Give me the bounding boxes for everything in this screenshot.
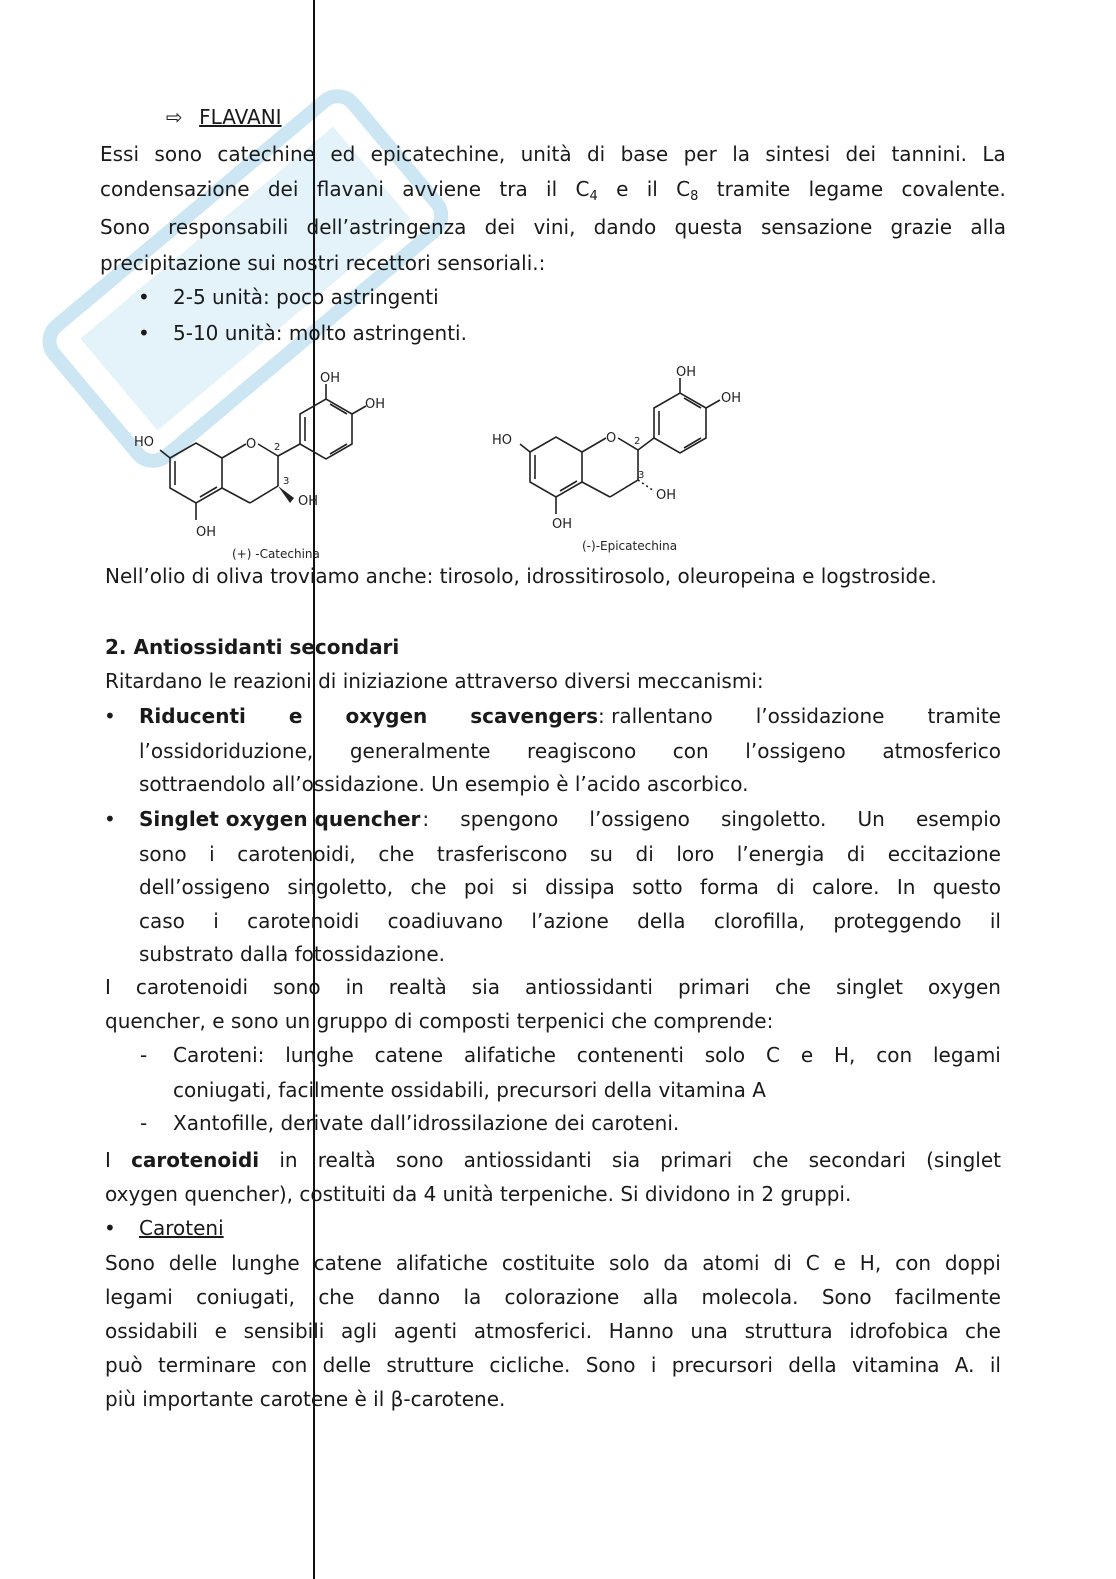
dash1-line2: coniugati, facilmente ossidabili, precursori della vitamina A (173, 1078, 766, 1102)
svg-text:OH: OH (365, 397, 386, 412)
svg-text:2: 2 (274, 442, 281, 453)
para-c-line4: può terminare con delle strutture cicliche. Sono i precursori della vitamina A. il (105, 1353, 1001, 1377)
para-b-line2: oxygen quencher), costituiti da 4 unità terpeniche. Si dividono in 2 gruppi. (105, 1182, 852, 1206)
catechina-structure (128, 362, 398, 571)
bullet-icon: • (104, 807, 116, 831)
para-c-line2: legami coniugati, che danno la colorazione alla molecola. Sono facilmente (105, 1285, 1001, 1309)
item2-line5: substrato dalla fotossidazione. (139, 942, 445, 966)
bullet-icon: • (138, 321, 150, 345)
para-b-line1: I carotenoidi in realtà sono antiossidanti sia primari che secondari (singlet (105, 1148, 1001, 1172)
dash-icon: - (140, 1043, 148, 1067)
para1-line4: precipitazione sui nostri recettori sensoriali.: (100, 251, 546, 275)
bullet-icon: • (138, 285, 150, 309)
item2-line2: sono i carotenoidi, che trasferiscono su di loro l’energia di eccitazione (139, 842, 1001, 866)
svg-text:OH: OH (656, 488, 677, 503)
svg-text:3: 3 (283, 476, 290, 487)
svg-text:HO: HO (134, 435, 155, 450)
svg-text:HO: HO (492, 433, 513, 448)
svg-text:O: O (246, 437, 257, 452)
item2-line1: Singlet oxygen quencher : spengono l’ossigeno singoletto. Un esempio (139, 807, 1001, 831)
svg-text:OH: OH (298, 494, 319, 509)
para1-line1: Essi sono catechine ed epicatechine, unità di base per la sintesi dei tannini. La (100, 142, 1006, 166)
caroteni-heading: Caroteni (139, 1216, 224, 1240)
item2-line4: caso i carotenoidi coadiuvano l’azione della clorofilla, proteggendo il (139, 909, 1001, 933)
section-title: 2. Antiossidanti secondari (105, 635, 400, 659)
para-c-line3: ossidabili e sensibili agli agenti atmosferici. Hanno una struttura idrofobica che (105, 1319, 1001, 1343)
olio-line: Nell’olio di oliva troviamo anche: tirosolo, idrossitirosolo, oleuropeina e logstroside. (105, 564, 937, 588)
item2-line3: dell’ossigeno singoletto, che poi si dissipa sotto forma di calore. In questo (139, 875, 1001, 899)
dash2-line: Xantofille, derivate dall’idrossilazione dei caroteni. (173, 1111, 680, 1135)
svg-text:O: O (606, 431, 617, 446)
item1-line3: sottraendolo all’ossidazione. Un esempio è l’acido ascorbico. (139, 772, 749, 796)
list-item: 5-10 unità: molto astringenti. (173, 321, 467, 345)
section-intro: Ritardano le reazioni di iniziazione attraverso diversi meccanismi: (105, 669, 764, 693)
bullet-icon: • (104, 1216, 116, 1240)
svg-text:(+) -Catechina: (+) -Catechina (232, 547, 320, 561)
svg-text:OH: OH (320, 371, 341, 386)
list-item: 2-5 unità: poco astringenti (173, 285, 439, 309)
svg-text:(-)-Epicatechina: (-)-Epicatechina (582, 539, 678, 553)
svg-text:OH: OH (676, 365, 697, 380)
bullet-icon: • (104, 704, 116, 728)
para-c-line5: più importante carotene è il β-carotene. (105, 1387, 506, 1411)
para1-line2: condensazione dei flavani avviene tra il $C_4$ e il $C_8$ tramite legame covalente. (100, 177, 1006, 204)
svg-text:2: 2 (634, 436, 641, 447)
dash1-line1: Caroteni: lunghe catene alifatiche contenenti solo C e H, con legami (173, 1043, 1001, 1067)
para-a-line1: I carotenoidi sono in realtà sia antiossidanti primari che singlet oxygen (105, 975, 1001, 999)
svg-text:OH: OH (196, 525, 217, 540)
arrow-icon: ⇨ (166, 105, 183, 129)
svg-text:OH: OH (721, 391, 742, 406)
item1-line2: l’ossidoriduzione, generalmente reagiscono con l’ossigeno atmosferico (139, 739, 1001, 763)
para-c-line1: Sono delle lunghe catene alifatiche costituite solo da atomi di C e H, con doppi (105, 1251, 1001, 1275)
para-a-line2: quencher, e sono un gruppo di composti terpenici che comprende: (105, 1009, 774, 1033)
flavani-heading: ⇨ FLAVANI (166, 105, 282, 129)
para1-line3: Sono responsabili dell’astringenza dei vini, dando questa sensazione grazie alla (100, 215, 1006, 239)
item1-line1: Riducenti e oxygen scavengers: rallentano l’ossidazione tramite (139, 704, 1001, 728)
svg-text:OH: OH (552, 517, 573, 532)
epicatechina-structure (488, 356, 758, 565)
svg-text:3: 3 (638, 470, 645, 481)
dash-icon: - (140, 1111, 148, 1135)
